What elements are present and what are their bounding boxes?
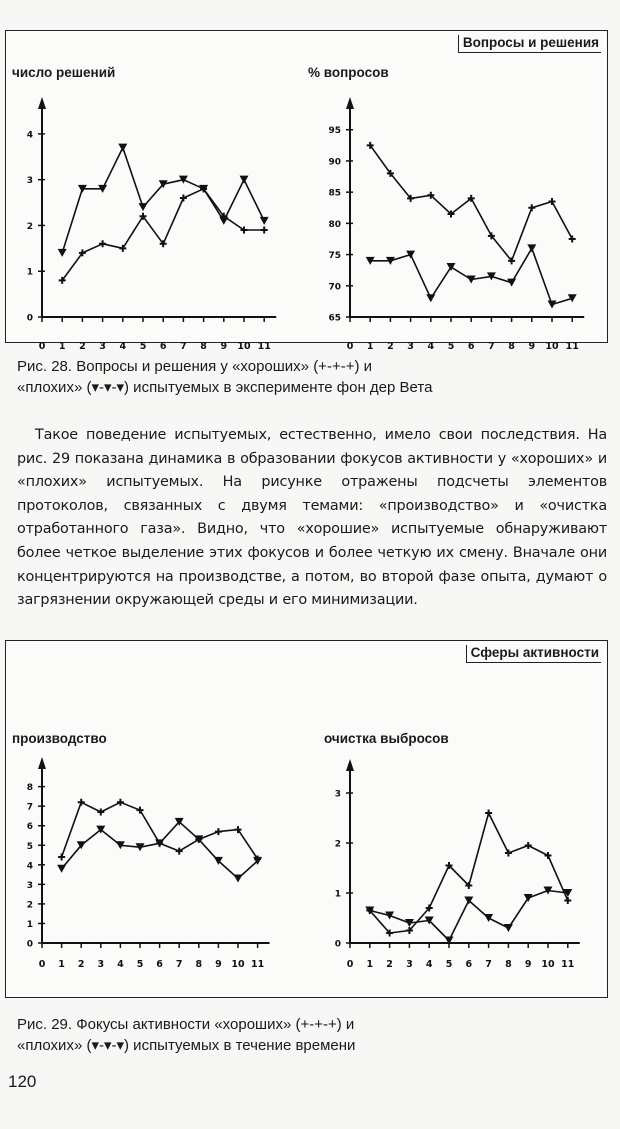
chart-title-questions: % вопросов [308,65,389,80]
data-point-plus [564,897,571,904]
y-tick-label: 70 [328,282,341,293]
data-point-triangle [406,251,415,259]
y-axis-arrow [346,759,354,771]
figure-28 [5,30,608,352]
x-tick-label: 2 [79,341,86,352]
x-tick-label: 8 [505,959,512,970]
x-tick-label: 9 [524,959,532,970]
body-paragraph-text: Такое поведение испытуемых, естественно, имело свои последствия. На рис. 29 показана динамика в образовании фокусов активности у «хороших» и «плохих» испытуемых. На рисунке отражены подсчеты элементов протоколов, связанных с двумя темами: «производство» и «очистка отработанного газа». Видно, что «хорошие» испытуемые обнаруживают более четкое выделение этих фокусов и более четкую их смену. Вначале они концентрируются на производстве, а потом, во второй фазе опыта, думают о загрязнении окружающей среды и его минимизации. [17,427,607,609]
x-tick-label: 9 [528,341,536,352]
data-point-plus [97,809,104,816]
data-point-triangle [260,217,269,225]
y-tick-label: 3 [334,789,341,800]
y-tick-label: 85 [328,188,341,199]
y-tick-label: 4 [26,130,33,141]
chart-production [6,641,306,997]
x-tick-label: 5 [445,959,453,970]
series-line-plus [62,802,258,859]
figure-28-caption [17,356,607,398]
x-tick-label: 9 [215,959,222,970]
x-tick-label: 4 [427,341,435,352]
data-point-plus [528,204,535,211]
y-tick-label: 2 [334,839,341,850]
x-tick-label: 0 [38,341,46,352]
y-tick-label: 90 [328,157,341,168]
x-tick-label: 10 [231,959,245,970]
chart-questions [306,31,606,352]
y-tick-label: 7 [26,802,33,813]
data-point-plus [505,850,512,857]
x-tick-label: 8 [200,341,207,352]
x-tick-label: 0 [38,959,46,970]
data-point-triangle [527,244,536,252]
x-tick-label: 11 [565,341,579,352]
data-point-plus [58,854,65,861]
data-point-triangle [426,294,435,302]
data-point-plus [569,235,576,242]
y-axis-arrow [38,757,46,769]
x-tick-label: 11 [561,959,575,970]
figure-28-header: Вопросы и решения [458,35,601,53]
figure-29 [5,640,608,998]
data-point-triangle [504,924,513,932]
y-tick-label: 8 [26,783,33,794]
data-point-plus [176,848,183,855]
y-tick-label: 5 [26,841,33,852]
x-tick-label: 2 [386,959,393,970]
x-tick-label: 3 [99,341,106,352]
y-tick-label: 65 [328,313,341,324]
y-tick-label: 0 [26,313,33,324]
x-tick-label: 1 [58,959,65,970]
y-tick-label: 2 [26,900,33,911]
x-tick-label: 7 [180,341,187,352]
data-point-plus [215,828,222,835]
x-tick-label: 4 [119,341,127,352]
x-tick-label: 1 [58,341,66,352]
x-tick-label: 4 [425,959,433,970]
x-tick-label: 10 [237,341,251,352]
data-point-triangle [524,894,533,902]
data-point-triangle [568,294,577,302]
x-tick-label: 8 [508,341,515,352]
data-point-triangle [219,217,228,225]
y-tick-label: 1 [334,889,341,900]
y-tick-label: 6 [26,822,33,833]
chart-title-emissions: очистка выбросов [324,731,449,746]
data-point-plus [549,198,556,205]
series-line-plus [62,189,264,281]
chart-solutions [6,31,306,352]
chart-title-production: производство [12,731,107,746]
x-tick-label: 3 [406,959,413,970]
page-number: 120 [8,1072,37,1091]
x-tick-label: 6 [465,959,473,970]
y-tick-label: 4 [26,861,33,872]
data-point-plus [78,799,85,806]
data-point-triangle [507,279,516,287]
data-point-triangle [58,249,67,257]
x-tick-label: 7 [488,341,495,352]
data-point-triangle [484,914,493,922]
x-tick-label: 10 [541,959,555,970]
x-tick-label: 4 [117,959,124,970]
x-tick-label: 5 [139,341,147,352]
x-tick-label: 11 [250,959,265,970]
figure-29-caption [17,1014,607,1056]
x-tick-label: 5 [447,341,455,352]
data-point-plus [180,194,187,201]
y-axis-arrow [346,97,354,109]
chart-emissions [306,641,606,997]
figure-29-header: Сферы активности [466,645,601,663]
x-tick-label: 11 [257,341,271,352]
x-tick-label: 2 [77,959,85,970]
x-tick-label: 9 [220,341,228,352]
x-tick-label: 6 [156,959,163,970]
x-tick-label: 3 [97,959,105,970]
y-tick-label: 0 [334,939,341,950]
figure-28-caption-line2: «плохих» (▾-▾-▾) испытуемых в эксперименте фон дер Вета [17,379,433,396]
y-tick-label: 80 [328,219,341,230]
y-tick-label: 75 [328,251,341,262]
x-tick-label: 2 [387,341,394,352]
data-point-triangle [234,875,243,883]
data-point-plus [137,807,144,814]
series-line-plus [370,813,568,933]
figure-29-caption-line1: Рис. 29. Фокусы активности «хороших» (+-+-+) и [17,1016,355,1033]
x-tick-label: 0 [346,341,354,352]
x-tick-label: 3 [407,341,414,352]
y-tick-label: 1 [26,267,33,278]
x-tick-label: 7 [485,959,492,970]
y-tick-label: 95 [328,126,341,137]
data-point-triangle [118,144,127,152]
y-axis-arrow [38,97,46,109]
data-point-plus [545,852,552,859]
x-tick-label: 8 [195,959,203,970]
data-point-triangle [139,203,148,211]
data-point-plus [261,227,268,234]
data-point-plus [99,240,106,247]
y-tick-label: 0 [26,939,33,950]
figure-29-caption-line2: «плохих» (▾-▾-▾) испытуемых в течение времени [17,1037,356,1054]
x-tick-label: 10 [545,341,559,352]
x-tick-label: 1 [366,959,374,970]
series-line-triangle-down [62,148,264,253]
body-paragraph [17,424,607,613]
x-tick-label: 6 [159,341,167,352]
x-tick-label: 5 [136,959,144,970]
series-line-plus [370,145,572,260]
x-tick-label: 7 [175,959,183,970]
data-point-triangle [548,301,557,309]
y-tick-label: 2 [26,221,33,232]
data-point-triangle [240,176,249,184]
figure-28-caption-line1: Рис. 28. Вопросы и решения у «хороших» (+-+-+) и [17,358,372,375]
data-point-plus [485,810,492,817]
y-tick-label: 3 [26,880,33,891]
x-tick-label: 6 [467,341,475,352]
x-tick-label: 0 [346,959,354,970]
data-point-plus [525,842,532,849]
data-point-plus [117,799,124,806]
x-tick-label: 1 [366,341,374,352]
chart-title-solutions: число решений [12,65,116,80]
y-tick-label: 3 [26,176,33,187]
data-point-triangle [57,865,66,873]
y-tick-label: 1 [26,919,33,930]
